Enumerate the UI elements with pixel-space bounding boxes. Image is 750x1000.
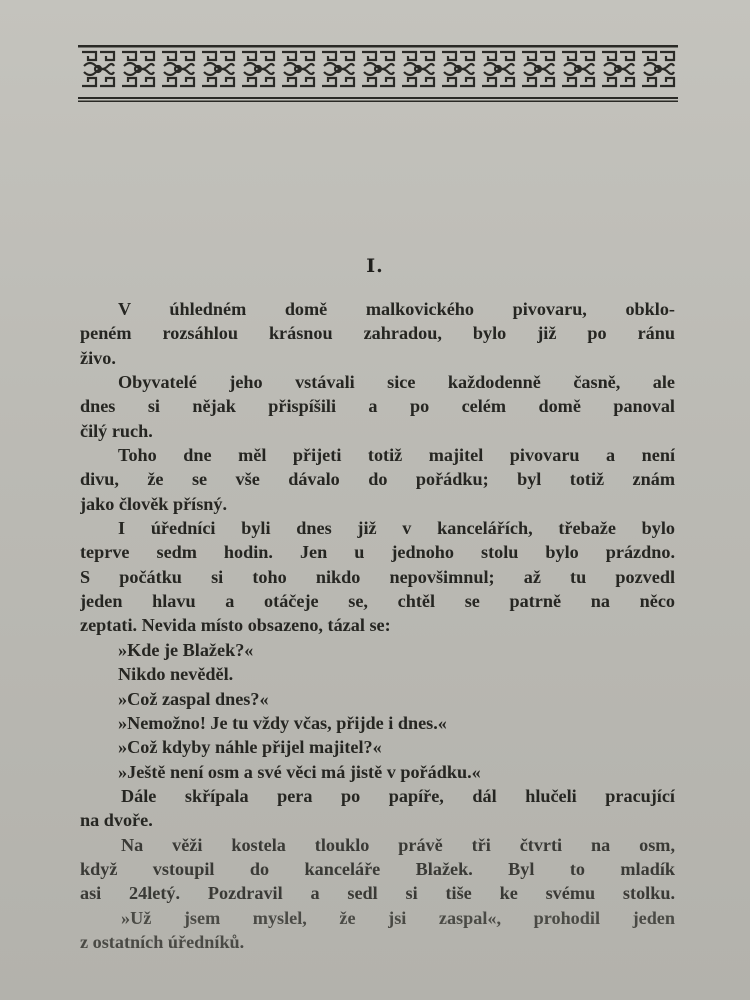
text-line: peném rozsáhlou krásnou zahradou, bylo již po ránu [80,323,675,344]
text-line: »Ještě není osm a své věci má jistě v pořádku.« [118,761,481,782]
text-line: S počátku si toho nikdo nepovšimnul; až tu pozvedl [80,566,675,587]
body-text [80,297,675,954]
text-line: »Což kdyby náhle přijel majitel?« [118,737,382,758]
text-line: teprve sedm hodin. Jen u jednoho stolu bylo prázdno. [80,542,675,563]
text-line: asi 24letý. Pozdravil a sedl si tiše ke svému stolku. [80,883,675,904]
text-line: na dvoře. [80,810,153,831]
text-line: »Což zaspal dnes?« [118,688,269,709]
text-line: Obyvatelé jeho vstávali sice každodenně časně, ale [118,372,675,393]
text-line: »Kde je Blažek?« [118,639,254,660]
text-line: Nikdo nevěděl. [118,664,234,685]
text-line: když vstoupil do kanceláře Blažek. Byl to mladík [80,858,675,879]
text-line: čilý ruch. [80,420,153,441]
text-line: Dále skřípala pera po papíře, dál hlučeli pracující [121,785,675,806]
text-line: I úředníci byli dnes již v kancelářích, třebaže bylo [118,518,675,539]
text-line: z ostatních úředníků. [80,931,245,952]
text-line: jeden hlavu a otáčeje se, chtěl se patrně na něco [80,591,675,612]
text-line: dnes si nějak přispíšili a po celém domě panoval [80,396,675,417]
text-line: živo. [80,347,116,368]
text-line: V úhledném domě malkovického pivovaru, obklo- [118,299,675,319]
text-line: »Nemožno! Je tu vždy včas, přijde i dnes.« [118,712,447,733]
text-line: Na věži kostela tlouklo právě tři čtvrti na osm, [121,834,675,855]
text-line: zeptati. Nevida místo obsazeno, tázal se: [80,615,391,636]
text-line: »Už jsem myslel, že jsi zaspal«, prohodil jeden [121,907,675,928]
text-line: divu, že se vše dávalo do pořádku; byl totiž znám [80,469,675,490]
text-line: Toho dne měl přijeti totiž majitel pivovaru a není [118,445,675,466]
decorative-header-ornament [78,44,678,102]
chapter-heading: I. [366,255,384,277]
text-line: jako člověk přísný. [80,493,228,514]
